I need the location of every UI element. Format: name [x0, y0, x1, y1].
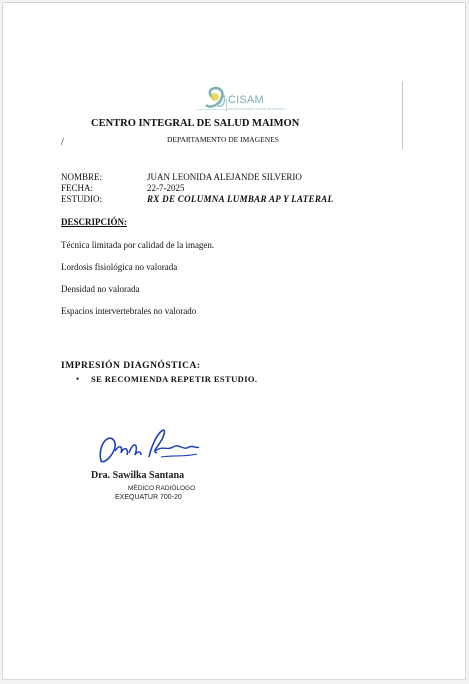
date-value: 22-7-2025 — [147, 183, 185, 193]
organization-title: CENTRO INTEGRAL DE SALUD MAIMON — [91, 118, 300, 129]
logo-text: CISAM — [228, 94, 264, 106]
handwritten-signature — [93, 421, 203, 471]
department-name: DEPARTAMENTO DE IMAGENES — [167, 135, 279, 144]
signer-name: Dra. Sawilka Santana — [91, 470, 185, 481]
report-page — [2, 2, 466, 680]
name-value: JUAN LEONIDA ALEJANDE SILVERIO — [147, 172, 302, 182]
description-line: Espacios intervertebrales no valorado — [61, 306, 197, 316]
bullet-icon: • — [76, 374, 80, 384]
impression-title: IMPRESIÓN DIAGNÓSTICA: — [61, 361, 201, 371]
date-label: FECHA: — [61, 183, 94, 193]
description-line: Densidad no valorada — [61, 284, 140, 294]
signer-role: MÉDICO RADIÓLOGO — [128, 485, 196, 492]
margin-divider — [402, 81, 403, 149]
impression-item: SE RECOMIENDA REPETIR ESTUDIO. — [91, 374, 258, 384]
slash-mark: / — [61, 137, 64, 148]
description-line: Lordosis fisiológica no valorada — [61, 262, 178, 272]
signer-exequatur: EXEQUATUR 700-20 — [115, 494, 182, 501]
logo-subtext: CENTRO INTEGRAL DE SALUD MAIMON — [227, 107, 285, 111]
study-label: ESTUDIO: — [61, 194, 102, 204]
description-title: DESCRIPCIÓN: — [61, 217, 128, 227]
study-value: RX DE COLUMNA LUMBAR AP Y LATERAL — [147, 194, 334, 204]
name-label: NOMBRE: — [61, 172, 103, 182]
description-line: Técnica limitada por calidad de la imagen. — [61, 240, 215, 250]
